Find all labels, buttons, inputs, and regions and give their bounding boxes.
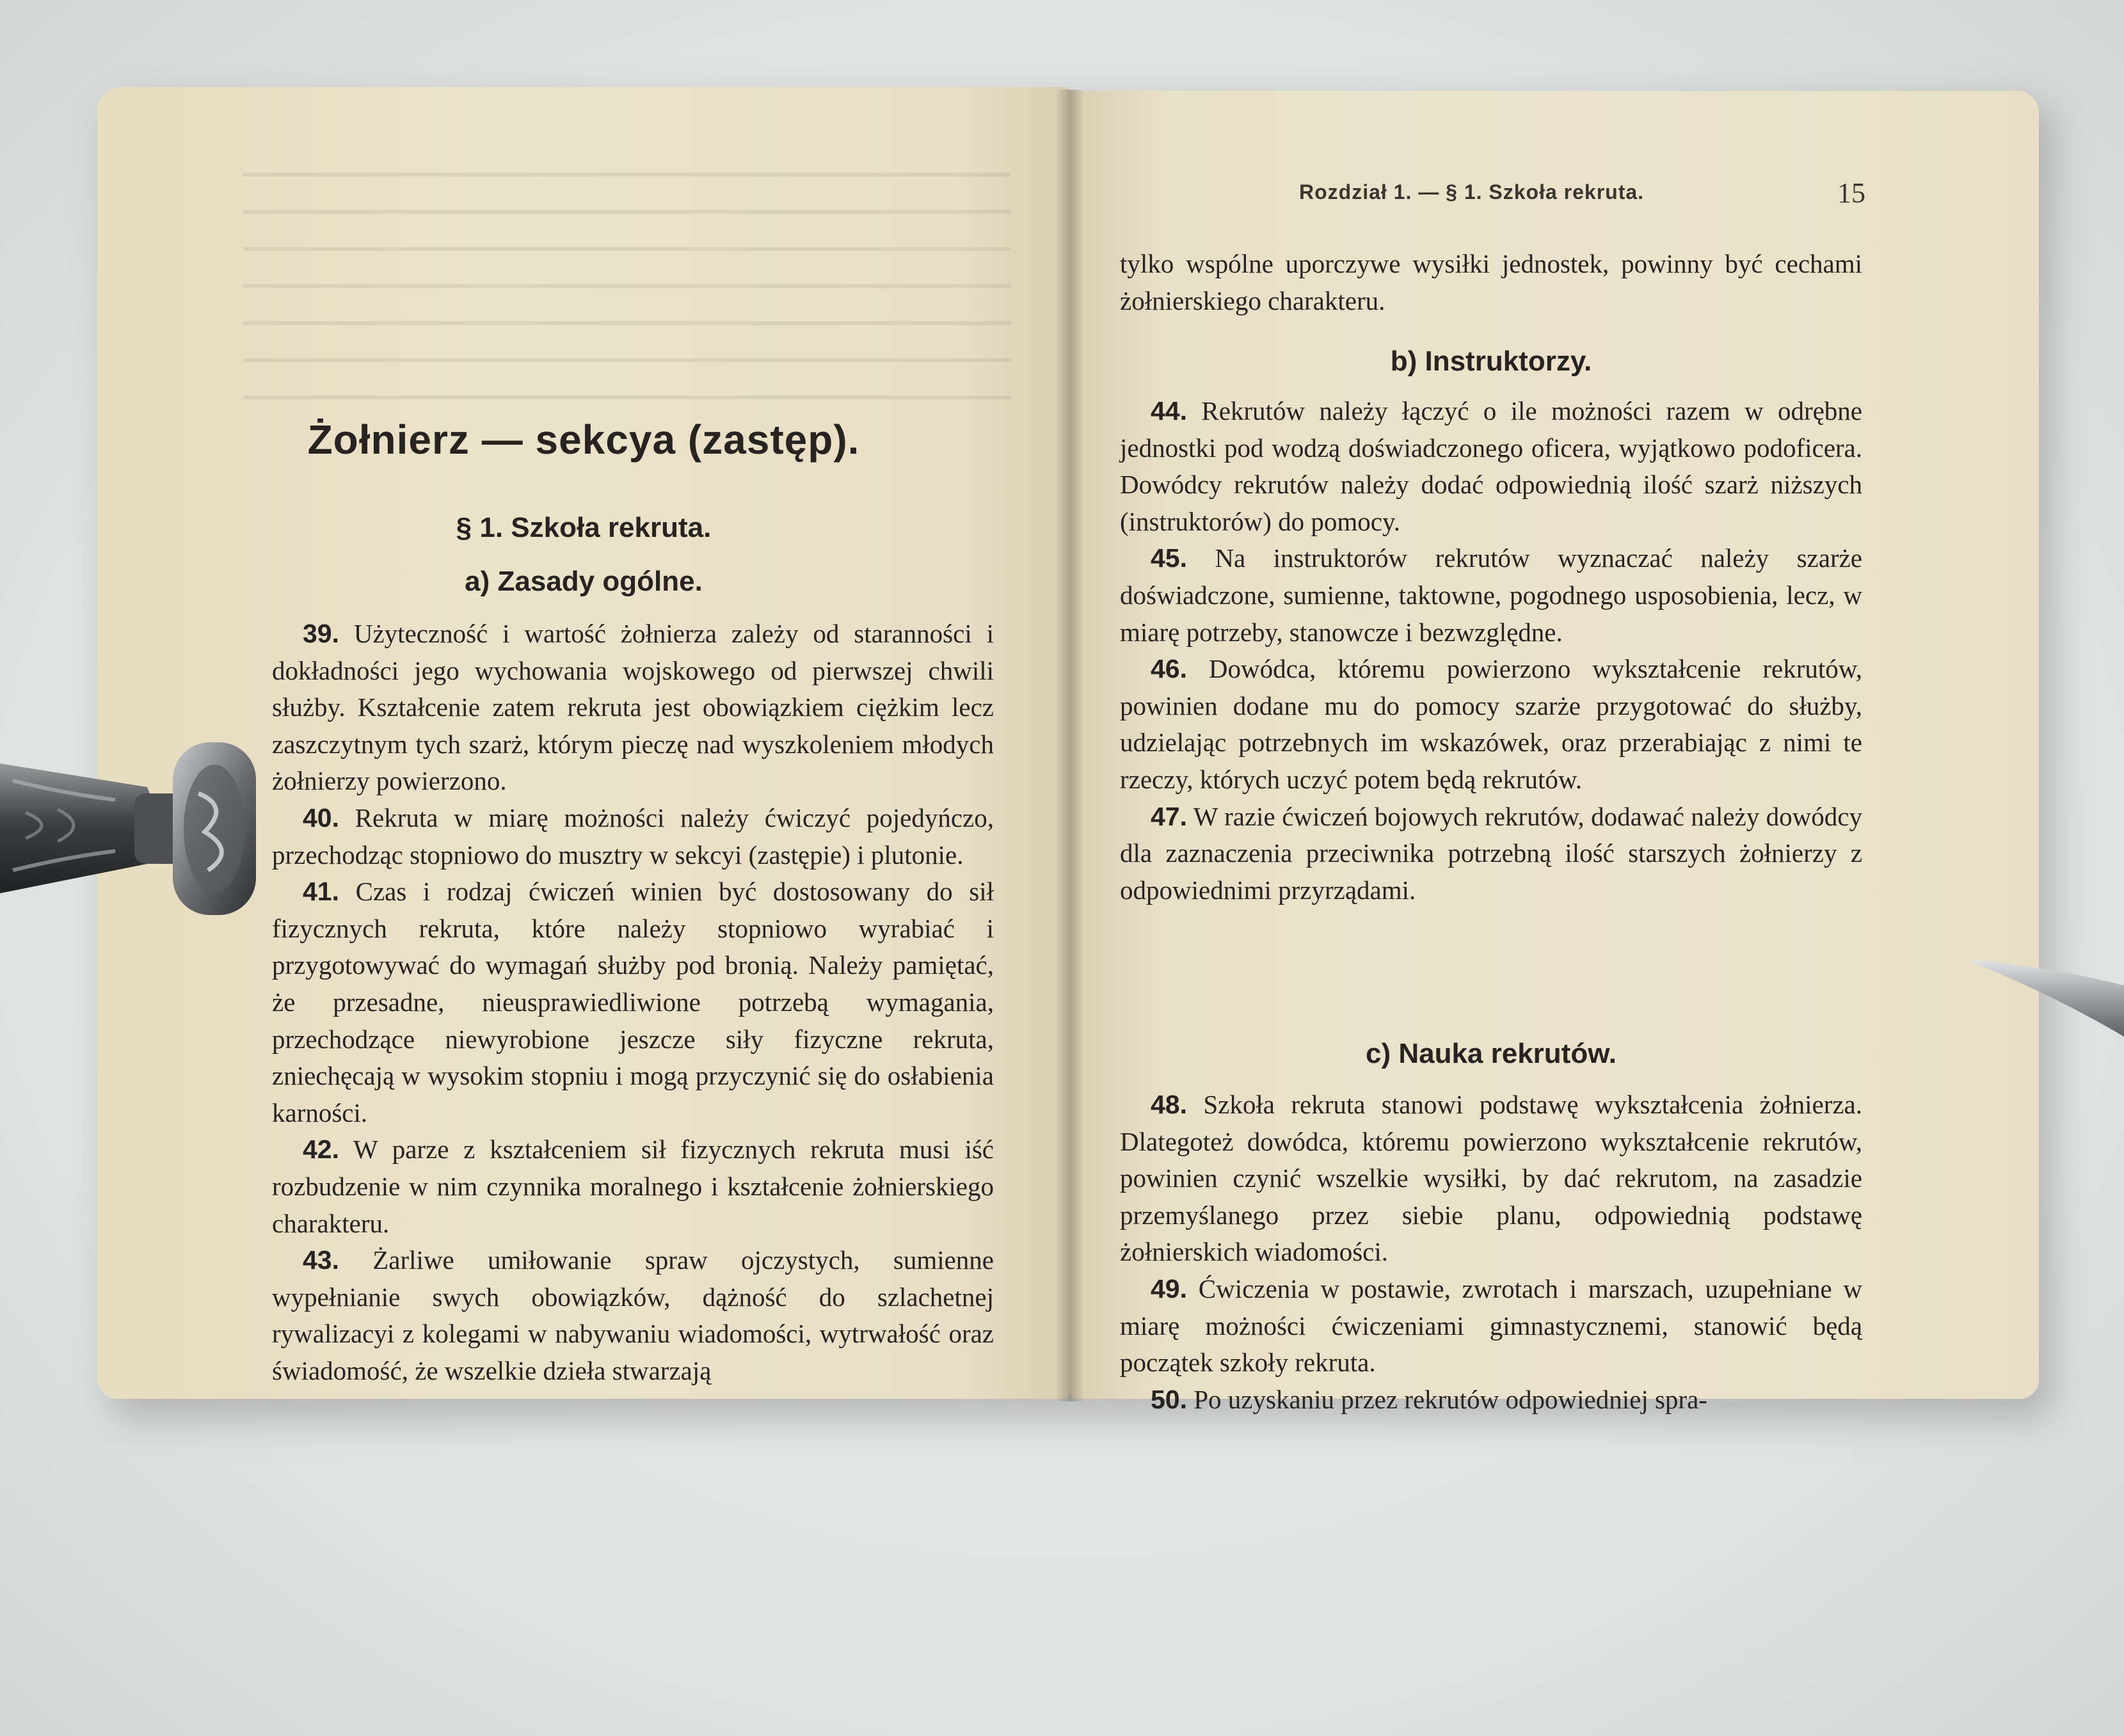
paragraph-text: Na instruktorów rekrutów wyznaczać należy szarże doświadczone, sumienne, taktowne, pogodnego usposobienia, lecz, w miarę potrzeby, stanowcze i bezwzględne. bbox=[1120, 543, 1862, 647]
paragraph-text: Rekruta w miarę możności należy ćwiczyć pojedyńczo, przechodząc stopniowo do musztry w sekcyi (zastępie) i plutonie. bbox=[272, 802, 994, 870]
paragraph-40 bbox=[272, 800, 994, 873]
paragraph-number: 50. bbox=[1151, 1384, 1187, 1414]
paragraph-42 bbox=[272, 1131, 994, 1242]
paragraph-number: 48. bbox=[1151, 1090, 1187, 1119]
subsection-heading-a: a) Zasady ogólne. bbox=[465, 566, 703, 597]
paragraph-43 bbox=[272, 1242, 994, 1389]
paragraph-number: 47. bbox=[1151, 801, 1187, 831]
paragraph-number: 39. bbox=[303, 619, 339, 648]
left-body-text bbox=[272, 616, 994, 1389]
section-heading: § 1. Szkoła rekruta. bbox=[456, 512, 712, 543]
paragraph-number: 44. bbox=[1151, 396, 1187, 426]
page-number: 15 bbox=[1837, 177, 1865, 209]
paragraph-text: Szkoła rekruta stanowi podstawę wykształcenia żołnierza. Dlategoteż dowódca, któremu powierzono wykształcenie rekrutów, powinien czynić wszelkie wysiłki, by dać rekrutom, na zasadzie przemyślanego przez siebie planu, odpowiednią podstawę żołnierskich wiadomości. bbox=[1120, 1090, 1862, 1267]
right-body-text-b bbox=[1120, 393, 1862, 909]
paragraph-48 bbox=[1120, 1087, 1862, 1271]
subsection-heading-c: c) Nauka rekrutów. bbox=[1365, 1038, 1617, 1069]
paragraph-text: Użyteczność i wartość żołnierza zależy od staranności i dokładności jego wychowania wojskowego od pierwszej chwili służby. Kształcenie zatem rekruta jest obowiązkiem ciężkim lecz zaszczytnym tych szarż, którym pieczę nad wyszkoleniem młodych żołnierzy powierzono. bbox=[272, 619, 994, 796]
paragraph-45 bbox=[1120, 540, 1862, 651]
paragraph-text: W parze z kształceniem sił fizycznych rekruta musi iść rozbudzenie w nim czynnika moralnego i kształcenie żołnierskiego charakteru. bbox=[272, 1135, 994, 1238]
paragraph-number: 45. bbox=[1151, 543, 1187, 573]
paragraph-number: 46. bbox=[1151, 654, 1187, 684]
book-gutter bbox=[1056, 90, 1084, 1401]
paragraph-text: Czas i rodzaj ćwiczeń winien być dostosowany do sił fizycznych rekruta, które należy stopniowo wyrabiać i przygotowywać do wymagań służby pod bronią. Należy pamiętać, że przesadne, nieusprawiedliwione potrzebą wymagania, przechodzące niewyrobione jeszcze siły fizyczne rekruta, zniechęcają w wysokim stopniu i mogą przyczynić się do osłabienia karności. bbox=[272, 877, 994, 1127]
right-body-text-c bbox=[1120, 1087, 1862, 1418]
paragraph-41 bbox=[272, 873, 994, 1131]
paragraph-50 bbox=[1120, 1382, 1862, 1419]
page-title: Żołnierz — sekcya (zastęp). bbox=[307, 417, 860, 463]
paragraph-text: Po uzyskaniu przez rekrutów odpowiedniej spra- bbox=[1187, 1384, 1707, 1414]
right-body-text bbox=[1120, 246, 1862, 319]
paragraph-46 bbox=[1120, 651, 1862, 798]
paragraph-text: Dowódca, któremu powierzono wykształcenie rekrutów, powinien dodane mu do pomocy szarże przygotować do służby, udzielając potrzebnych im wskazówek, oraz przerabiając z nimi te rzeczy, których uczyć potem będą rekrutów. bbox=[1120, 654, 1862, 794]
paragraph-39 bbox=[272, 616, 994, 800]
silver-seal-stamp bbox=[0, 736, 282, 928]
paragraph-number: 43. bbox=[303, 1245, 339, 1275]
running-head: Rozdział 1. — § 1. Szkoła rekruta. bbox=[1299, 180, 1645, 203]
paragraph-text: W razie ćwiczeń bojowych rekrutów, dodawać należy dowódcy dla zaznaczenia przeciwnika potrzebną ilość starszych żołnierzy z odpowiednimi przyrządami. bbox=[1120, 801, 1862, 905]
paragraph-text: Rekrutów należy łączyć o ile możności razem w odrębne jednostki pod wodzą doświadczonego oficera, wyjątkowo podoficera. Dowódcy rekrutów należy dodać odpowiednią ilość szarż niższych (instruktorów) do pomocy. bbox=[1120, 396, 1862, 536]
paragraph-number: 40. bbox=[303, 802, 339, 832]
paragraph-47 bbox=[1120, 799, 1862, 909]
letter-opener-blade bbox=[1971, 947, 2124, 1037]
paragraph-text: Ćwiczenia w postawie, zwrotach i marszach, uzupełniane w miarę możności ćwiczeniami gimnastycznemi, stanowić będą początek szkoły rekruta. bbox=[1120, 1273, 1862, 1378]
paragraph-number: 42. bbox=[303, 1135, 339, 1165]
paragraph-text: Żarliwe umiłowanie spraw ojczystych, sumienne wypełnianie swych obowiązków, dążność do szlachetnej rywalizacyi z kolegami w nabywaniu wiadomości, wytrwałość oraz świadomość, że wszelkie dzieła stwarzają bbox=[272, 1245, 994, 1385]
paragraph-44 bbox=[1120, 393, 1862, 540]
paragraph-number: 49. bbox=[1151, 1273, 1187, 1303]
show-through-text bbox=[243, 173, 1011, 403]
paragraph-49 bbox=[1120, 1271, 1862, 1382]
continuation-text: tylko wspólne uporczywe wysiłki jednostek, powinny być cechami żołnierskiego charakteru. bbox=[1120, 249, 1862, 315]
paragraph-number: 41. bbox=[303, 877, 339, 907]
subsection-heading-b: b) Instruktorzy. bbox=[1390, 346, 1592, 377]
